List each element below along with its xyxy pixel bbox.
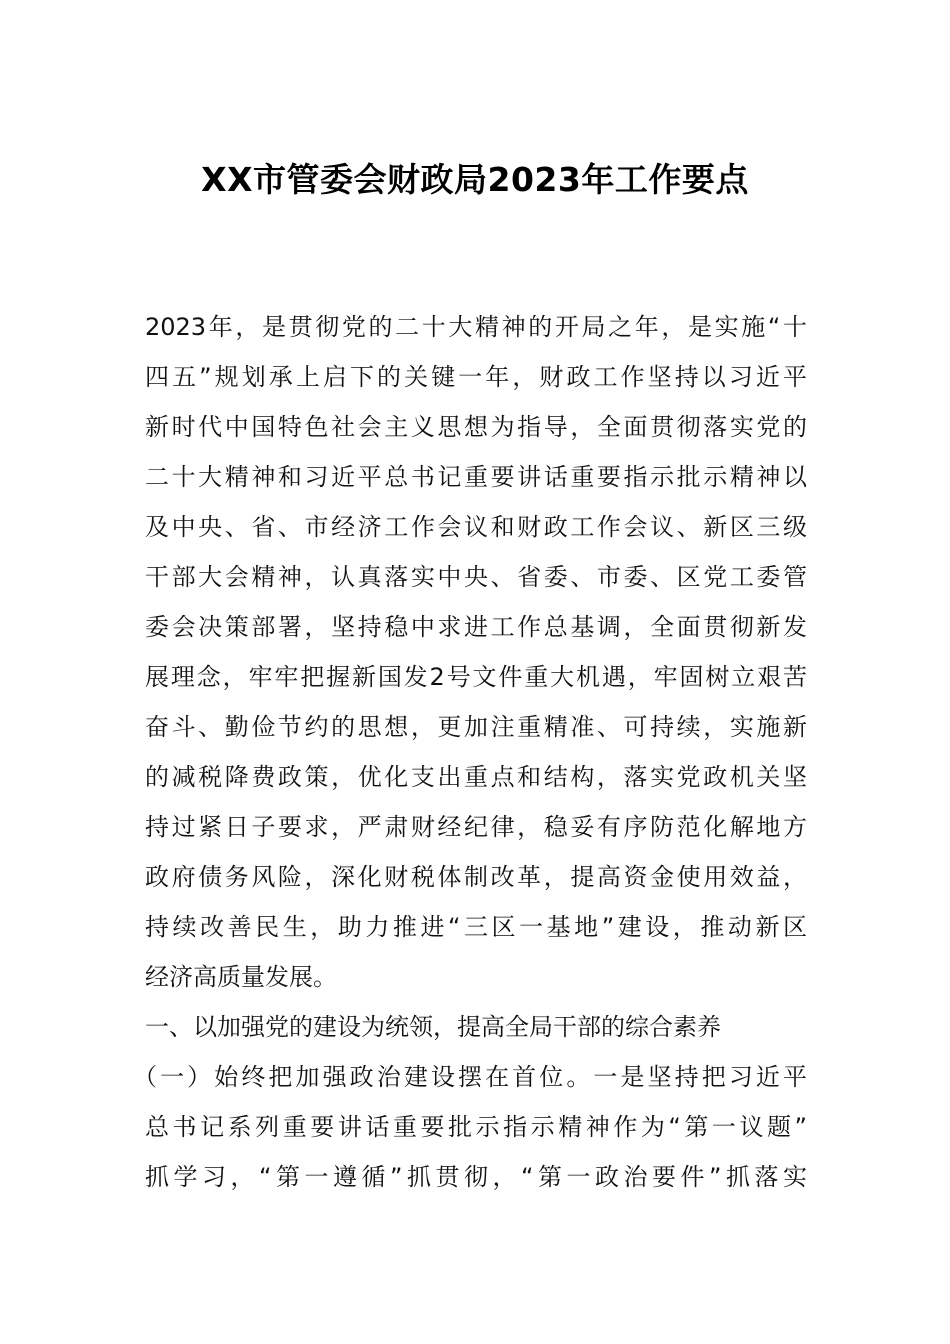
text-line: 及中央、省、市经济工作会议和财政工作会议、新区三级 bbox=[145, 513, 807, 541]
text-line: 委会决策部署，坚持稳中求进工作总基调，全面贯彻新发 bbox=[145, 613, 807, 641]
intro-paragraph bbox=[145, 302, 807, 1002]
text-line: 2023年，是贯彻党的二十大精神的开局之年，是实施“十 bbox=[145, 313, 807, 341]
text-line: 的减税降费政策，优化支出重点和结构，落实党政机关坚 bbox=[145, 763, 807, 791]
text-line: 干部大会精神，认真落实中央、省委、市委、区党工委管 bbox=[145, 563, 807, 591]
text-line: 政府债务风险，深化财税体制改革，提高资金使用效益， bbox=[145, 863, 807, 891]
text-line: 抓学习，“第一遵循”抓贯彻，“第一政治要件”抓落实 bbox=[145, 1163, 807, 1191]
section-paragraph bbox=[133, 1052, 807, 1202]
text-line: 展理念，牢牢把握新国发2号文件重大机遇，牢固树立艰苦 bbox=[145, 663, 807, 691]
text-line: 四五”规划承上启下的关键一年，财政工作坚持以习近平 bbox=[145, 363, 807, 391]
text-line: 持续改善民生，助力推进“三区一基地”建设，推动新区 bbox=[145, 913, 807, 941]
text-line: 经济高质量发展。 bbox=[145, 963, 337, 991]
document-title: XX市管委会财政局2023年工作要点 bbox=[201, 160, 749, 199]
text-line: 持过紧日子要求，严肃财经纪律，稳妥有序防范化解地方 bbox=[145, 813, 807, 841]
section-heading: 一、以加强党的建设为统领，提高全局干部的综合素养 bbox=[145, 1013, 721, 1041]
text-line: 新时代中国特色社会主义思想为指导，全面贯彻落实党的 bbox=[145, 413, 807, 441]
text-line: 奋斗、勤俭节约的思想，更加注重精准、可持续，实施新 bbox=[145, 713, 807, 741]
text-line: （一）始终把加强政治建设摆在首位。一是坚持把习近平 bbox=[133, 1063, 807, 1091]
text-line: 二十大精神和习近平总书记重要讲话重要指示批示精神以 bbox=[145, 463, 807, 491]
document-body bbox=[133, 302, 807, 1202]
text-line: 总书记系列重要讲话重要批示指示精神作为“第一议题” bbox=[145, 1113, 807, 1141]
